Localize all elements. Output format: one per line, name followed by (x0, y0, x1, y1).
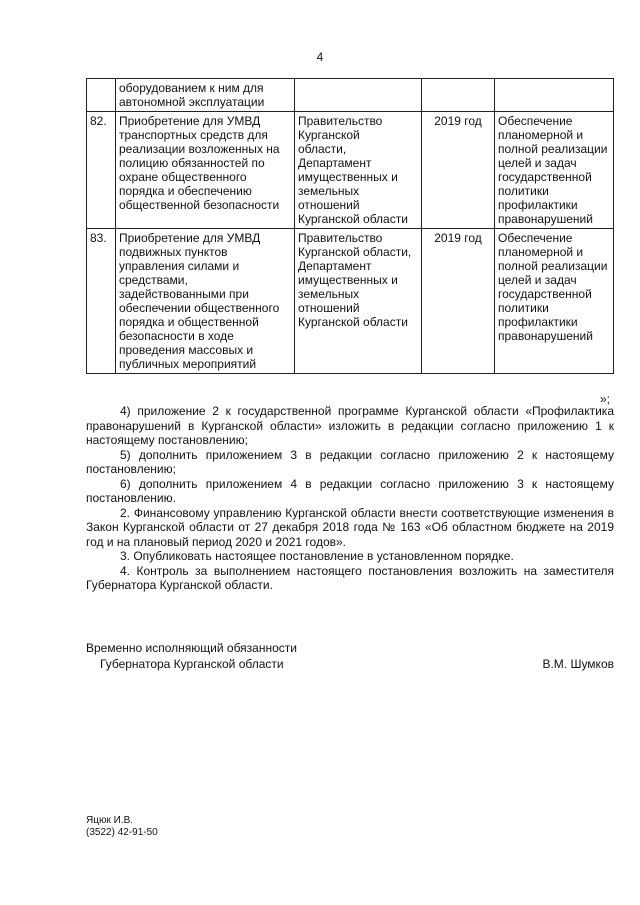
goal-text-line: политики (498, 184, 549, 198)
executor-text-line: отношений (298, 198, 360, 212)
executor-text-line: Курганской области, (298, 245, 412, 259)
goal-cell (495, 229, 614, 374)
year-text: 2019 год (434, 114, 482, 128)
goal-cell (495, 112, 614, 229)
year-cell (422, 112, 495, 229)
measure-text-line: транспортных средств для (119, 128, 268, 142)
executor-text-line: области, (298, 142, 347, 156)
measure-text-line: подвижных пунктов (119, 245, 228, 259)
executor-text-line: отношений (298, 301, 360, 315)
measure-text-line: охране общественного (119, 170, 247, 184)
executor-text-line: земельных (298, 184, 360, 198)
signatory-position-line2: Губернатора Курганской области (100, 657, 284, 671)
executor-text-line: земельных (298, 287, 360, 301)
row-number: 83. (90, 231, 107, 245)
measure-text-line: публичных мероприятий (119, 357, 257, 371)
paragraph-point-2: 2. Финансовому управлению Курганской области внести соответствующие изменения в Закон Курганской области от 27 декабря 2018 года № 163 «Об областном бюджете на 2019 год и на плановый период 2020 и 2021 годов». (86, 505, 614, 549)
executor-text-line: Департамент (298, 259, 372, 273)
table-body (87, 79, 614, 374)
year-text: 2019 год (434, 231, 482, 245)
goal-text-line: Обеспечение (498, 114, 573, 128)
measure-text-line: Приобретение для УМВД (119, 114, 261, 128)
measure-text-line: полицию обязанностей по (119, 156, 265, 170)
measure-text-line: реализации возложенных на (119, 142, 280, 156)
measures-table (86, 78, 614, 374)
goal-text-line: государственной (498, 287, 592, 301)
executor-text-line: Правительство (298, 231, 383, 245)
executor-text-line: Курганской области (298, 212, 408, 226)
goal-text-line: целей и задач (498, 156, 577, 170)
executor-text-line: имущественных и (298, 170, 398, 184)
goal-text-line: профилактики (498, 198, 578, 212)
goal-text-line: правонарушений (498, 212, 593, 226)
row-number: 82. (90, 114, 107, 128)
measure-cell (116, 112, 295, 229)
measure-text-line: Приобретение для УМВД (119, 231, 261, 245)
goal-text-line: планомерной и (498, 128, 584, 142)
measure-text-line: общественной безопасности (119, 198, 280, 212)
signatory-name: В.М. Шумков (542, 657, 614, 671)
measure-text-line: оборудованием к ним для (119, 81, 264, 95)
goal-text-line: Обеспечение (498, 231, 573, 245)
executor-cell (295, 112, 422, 229)
measure-text-line: автономной эксплуатации (119, 95, 265, 109)
paragraph-point-4: 4. Контроль за выполнением настоящего постановления возложить на заместителя Губернатора Курганской области. (86, 563, 614, 592)
measure-cell (116, 229, 295, 374)
signature-block (86, 640, 614, 672)
measure-text-line: средствами, (119, 273, 188, 287)
table-row (87, 112, 614, 229)
page-number: 4 (316, 50, 324, 64)
executor-cell (295, 229, 422, 374)
goal-text-line: планомерной и (498, 245, 584, 259)
goal-text-line: полной реализации (498, 142, 608, 156)
footer-author: Яцюк И.В. (86, 815, 134, 826)
year-cell (422, 79, 495, 112)
measure-text-line: управления силами и (119, 259, 240, 273)
goal-text-line: правонарушений (498, 329, 593, 343)
measure-cell (116, 79, 295, 112)
goal-text-line: государственной (498, 170, 592, 184)
measure-text-line: обеспечении общественного (119, 301, 280, 315)
year-cell (422, 229, 495, 374)
paragraph-item-6: 6) дополнить приложением 4 в редакции согласно приложению 3 к настоящему постановлению. (86, 476, 614, 505)
executor-cell (295, 79, 422, 112)
measure-text-line: безопасности в ходе (119, 329, 234, 343)
executor-text-line: Департамент (298, 156, 372, 170)
footer-contact (86, 815, 158, 839)
paragraph-item-5: 5) дополнить приложением 3 в редакции согласно приложению 2 к настоящему постановлению; (86, 447, 614, 476)
paragraph-point-3: 3. Опубликовать настоящее постановление в установленном порядке. (120, 549, 514, 563)
table-row (87, 79, 614, 112)
table-closing-mark: »; (600, 392, 611, 406)
row-number-cell (87, 112, 116, 229)
footer-phone: (3522) 42-91-50 (86, 827, 158, 838)
executor-text-line: имущественных и (298, 273, 398, 287)
goal-text-line: политики (498, 301, 549, 315)
goal-text-line: профилактики (498, 315, 578, 329)
measure-text-line: порядка и обеспечению (119, 184, 252, 198)
table-row (87, 229, 614, 374)
body-text (86, 404, 614, 593)
row-number-cell (87, 79, 116, 112)
row-number-cell (87, 229, 116, 374)
executor-text-line: Правительство (298, 114, 383, 128)
goal-cell (495, 79, 614, 112)
measure-text-line: задействованными при (119, 287, 249, 301)
executor-text-line: Курганской (298, 128, 360, 142)
paragraph-item-4: 4) приложение 2 к государственной программе Курганской области «Профилактика правонарушений в Курганской области» изложить в редакции согласно приложению 1 к настоящему постановлению; (86, 404, 614, 447)
executor-text-line: Курганской области (298, 315, 408, 329)
goal-text-line: полной реализации (498, 259, 608, 273)
measure-text-line: проведения массовых и (119, 343, 254, 357)
goal-text-line: целей и задач (498, 273, 577, 287)
measure-text-line: порядка и общественной (119, 315, 259, 329)
signatory-position-line1: Временно исполняющий обязанности (86, 641, 297, 655)
